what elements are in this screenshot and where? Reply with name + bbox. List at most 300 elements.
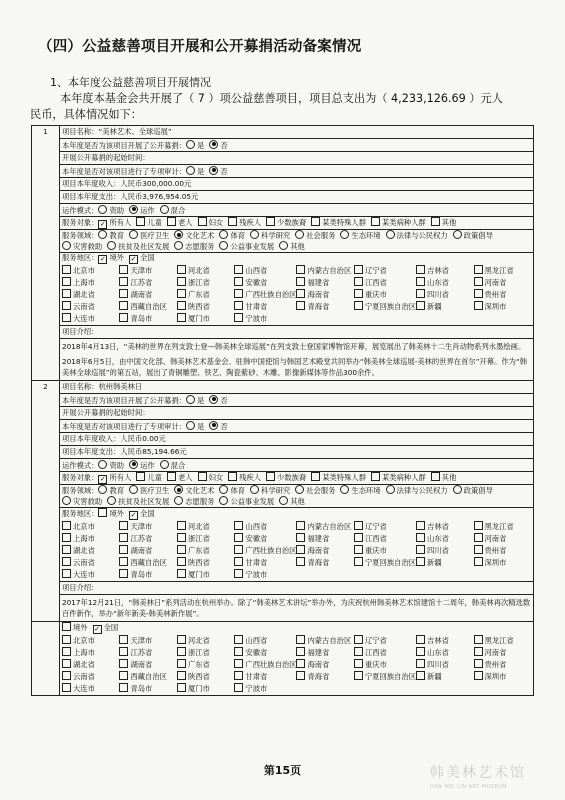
- field-label: 政策倡导: [463, 486, 493, 495]
- checkbox-icon: [177, 533, 186, 542]
- region-option[interactable]: [416, 277, 473, 288]
- project-number: [32, 622, 60, 696]
- checkbox-icon: [62, 313, 71, 322]
- target-option[interactable]: [311, 217, 366, 228]
- checkbox-icon: [474, 521, 483, 530]
- start-date-label: 开展公开募捐的起始时间：: [62, 153, 150, 162]
- scope-label: 境外: [109, 509, 125, 518]
- region-label: 陕西省: [187, 672, 210, 681]
- region-option[interactable]: [354, 301, 416, 312]
- target-option[interactable]: [431, 472, 457, 483]
- region-label: 大连市: [73, 314, 95, 323]
- region-option[interactable]: [119, 521, 176, 532]
- field-option[interactable]: [107, 496, 169, 507]
- region-label: 浙江省: [187, 648, 210, 657]
- targets-label: 服务对象：: [62, 473, 99, 482]
- checkbox-icon: [234, 659, 243, 668]
- target-label: 其他: [441, 218, 457, 227]
- target-option[interactable]: [311, 472, 366, 483]
- region-option[interactable]: [177, 545, 234, 556]
- field-option[interactable]: [174, 230, 214, 241]
- checkbox-icon: [296, 557, 305, 566]
- region-option[interactable]: [119, 313, 176, 324]
- target-option[interactable]: [431, 217, 457, 228]
- form-cell: [60, 485, 534, 508]
- region-option[interactable]: [474, 289, 531, 300]
- region-option[interactable]: [119, 533, 176, 544]
- region-option[interactable]: [354, 647, 416, 658]
- field-option[interactable]: [453, 230, 493, 241]
- field-option[interactable]: [174, 496, 214, 507]
- region-option[interactable]: [354, 671, 416, 682]
- region-option[interactable]: [177, 265, 234, 276]
- region-label: 广西壮族自治区: [245, 290, 297, 299]
- region-label: 河南省: [484, 534, 507, 543]
- region-option[interactable]: [62, 683, 119, 694]
- region-option[interactable]: [234, 659, 296, 670]
- region-option[interactable]: [177, 313, 234, 324]
- form-row: [32, 165, 534, 178]
- field-label: 志愿服务: [185, 242, 215, 251]
- field-option[interactable]: [295, 230, 335, 241]
- region-option[interactable]: [474, 659, 531, 670]
- checkbox-icon: [474, 635, 483, 644]
- region-option[interactable]: [474, 265, 531, 276]
- scope-option[interactable]: [62, 622, 88, 633]
- region-label: 贵州省: [484, 660, 507, 669]
- checkbox-icon: [354, 521, 363, 530]
- region-label: 天津市: [130, 266, 153, 275]
- field-option[interactable]: [129, 230, 169, 241]
- radio-icon: [186, 166, 195, 175]
- region-option[interactable]: [354, 635, 416, 646]
- checkbox-icon: [311, 472, 320, 481]
- form-row: [32, 191, 534, 204]
- mode-label: 运作模式：: [62, 460, 99, 470]
- region-option[interactable]: [119, 635, 176, 646]
- project-intro-paragraph: 2018年4月13日，“美林的世界在列支敦士登—韩美林全球巡展”在列支敦士登国家博物馆开幕，展览展出了韩美林十二生肖动物系列水墨绘画。: [62, 342, 526, 351]
- public-yes-option[interactable]: [186, 395, 204, 406]
- field-label: 医疗卫生: [140, 231, 170, 240]
- checkbox-icon: [474, 533, 483, 542]
- field-option[interactable]: [98, 485, 124, 496]
- project-intro-paragraph: 2018年6月5日，由中国文化部、韩美林艺术基金会、驻韩中国使馆与韩国艺术殿堂共同举办“韩美林全球巡展-美林的世界在首尔”开幕。作为“韩美林全球巡展”的第五站，展出了青铜雕塑、铁艺、陶瓷紫砂、木雕、影像新媒体等作品300余件。: [62, 357, 528, 377]
- region-option[interactable]: [474, 301, 531, 312]
- checkbox-icon: [177, 545, 186, 554]
- region-option[interactable]: [119, 569, 176, 580]
- region-option[interactable]: [62, 569, 119, 580]
- form-cell: [60, 217, 534, 230]
- region-option[interactable]: [62, 313, 119, 324]
- mode-label: 混合: [170, 205, 186, 215]
- field-label: 生态环境: [351, 231, 381, 240]
- radio-icon: [107, 496, 116, 505]
- region-option[interactable]: [119, 277, 176, 288]
- region-option[interactable]: [62, 647, 119, 658]
- region-label: 广东省: [187, 660, 210, 669]
- field-option[interactable]: [279, 241, 305, 252]
- audit-yes-option[interactable]: [186, 166, 204, 177]
- regions-grid: [62, 520, 531, 581]
- audit-no-option[interactable]: [209, 421, 227, 432]
- region-option[interactable]: [234, 635, 296, 646]
- form-cell: [60, 381, 534, 394]
- form-row: [32, 485, 534, 508]
- region-option[interactable]: [296, 265, 353, 276]
- region-option[interactable]: [234, 647, 296, 658]
- region-option[interactable]: [177, 557, 234, 568]
- region-label: 山东省: [427, 534, 449, 543]
- region-option[interactable]: [119, 647, 176, 658]
- field-option[interactable]: [62, 241, 102, 252]
- radio-icon: [386, 230, 395, 239]
- region-option[interactable]: [416, 521, 473, 532]
- region-option[interactable]: [62, 659, 119, 670]
- checkbox-icon: [296, 647, 305, 656]
- field-label: 医疗卫生: [140, 486, 170, 495]
- expense-value: 人民币3,976,954.05元: [120, 192, 199, 201]
- target-option[interactable]: [136, 472, 162, 483]
- region-option[interactable]: [62, 545, 119, 556]
- mode-option[interactable]: [129, 460, 155, 471]
- region-option[interactable]: [119, 659, 176, 670]
- region-option[interactable]: [416, 533, 473, 544]
- region-label: 辽宁省: [364, 266, 387, 275]
- form-cell: [60, 459, 534, 472]
- region-option[interactable]: [177, 533, 234, 544]
- region-option[interactable]: [416, 301, 473, 312]
- region-option[interactable]: [296, 659, 353, 670]
- field-option[interactable]: [295, 485, 335, 496]
- region-option[interactable]: [177, 683, 234, 694]
- field-option[interactable]: [62, 496, 102, 507]
- region-option[interactable]: [354, 265, 416, 276]
- region-option[interactable]: [296, 277, 353, 288]
- checkbox-icon: [62, 647, 71, 656]
- region-option[interactable]: [474, 277, 531, 288]
- region-option[interactable]: [119, 683, 176, 694]
- checkbox-icon: [474, 557, 483, 566]
- checkbox-icon: [266, 217, 275, 226]
- region-label: 重庆市: [364, 290, 387, 299]
- field-label: 社会服务: [306, 486, 336, 495]
- field-option[interactable]: [129, 485, 169, 496]
- region-option[interactable]: [354, 277, 416, 288]
- region-label: 西藏自治区: [130, 558, 167, 567]
- region-option[interactable]: [234, 557, 296, 568]
- target-option[interactable]: [136, 217, 162, 228]
- region-label: 吉林省: [427, 522, 449, 531]
- mode-option[interactable]: [160, 460, 186, 471]
- region-option[interactable]: [234, 265, 296, 276]
- target-option[interactable]: [228, 217, 261, 228]
- checkbox-icon: [198, 217, 207, 226]
- field-option[interactable]: [219, 241, 274, 252]
- form-cell: [60, 191, 534, 204]
- checkbox-icon: [416, 557, 425, 566]
- region-label: 河北省: [187, 636, 210, 645]
- form-row: [32, 178, 534, 191]
- region-label: 广东省: [187, 546, 210, 555]
- field-option[interactable]: [219, 485, 245, 496]
- target-label: 少数族裔: [277, 218, 307, 227]
- radio-icon: [174, 241, 183, 250]
- intro-label: 项目介绍：: [62, 583, 99, 592]
- target-label: 某类特殊人群: [322, 218, 367, 227]
- target-option[interactable]: [198, 472, 224, 483]
- checkbox-icon: [296, 533, 305, 542]
- target-option[interactable]: [167, 472, 193, 483]
- region-option[interactable]: [296, 289, 353, 300]
- stamp-text: 韩美林艺术馆: [430, 765, 526, 781]
- region-label: 大连市: [73, 570, 95, 579]
- region-option[interactable]: [119, 557, 176, 568]
- region-option[interactable]: [234, 671, 296, 682]
- public-no-option[interactable]: [209, 395, 227, 406]
- region-option[interactable]: [177, 277, 234, 288]
- region-label: 山东省: [427, 278, 449, 287]
- radio-icon: [250, 230, 259, 239]
- radio-icon: [453, 230, 462, 239]
- mode-option[interactable]: [160, 205, 186, 216]
- field-option[interactable]: [107, 241, 169, 252]
- mode-label: 混合: [170, 460, 186, 470]
- checkbox-icon: [234, 265, 243, 274]
- region-option[interactable]: [416, 647, 473, 658]
- region-option[interactable]: [62, 557, 119, 568]
- checkbox-icon: [266, 472, 275, 481]
- target-option[interactable]: [371, 472, 426, 483]
- project-name-label: 项目名称：: [62, 382, 99, 391]
- field-option[interactable]: [340, 230, 380, 241]
- target-option[interactable]: [98, 473, 131, 484]
- field-option[interactable]: [219, 230, 245, 241]
- target-option[interactable]: [371, 217, 426, 228]
- public-yes-label: 是: [197, 395, 205, 405]
- radio-icon: [62, 496, 71, 505]
- public-no-option[interactable]: [209, 140, 227, 151]
- field-option[interactable]: [219, 496, 274, 507]
- region-label: 山西省: [245, 266, 268, 275]
- public-fundraising-label: 本年度是否为该项目开展了公开募捐：: [62, 140, 187, 150]
- region-label: 西藏自治区: [130, 672, 167, 681]
- region-option[interactable]: [119, 265, 176, 276]
- region-option[interactable]: [234, 683, 296, 694]
- target-label: 老人: [177, 218, 193, 227]
- region-option[interactable]: [234, 289, 296, 300]
- field-option[interactable]: [453, 485, 493, 496]
- region-option[interactable]: [119, 545, 176, 556]
- field-label: 生态环境: [351, 486, 381, 495]
- region-option[interactable]: [234, 569, 296, 580]
- region-option[interactable]: [177, 301, 234, 312]
- region-option[interactable]: [474, 671, 531, 682]
- region-option[interactable]: [234, 533, 296, 544]
- form-cell: [60, 472, 534, 485]
- target-label: 儿童: [147, 218, 162, 227]
- audit-no-label: 否: [220, 166, 228, 176]
- region-option[interactable]: [354, 289, 416, 300]
- mode-option[interactable]: [98, 205, 124, 216]
- region-option[interactable]: [474, 557, 531, 568]
- region-option[interactable]: [119, 671, 176, 682]
- region-option[interactable]: [119, 301, 176, 312]
- region-option[interactable]: [474, 545, 531, 556]
- scope-option[interactable]: [129, 509, 155, 520]
- region-option[interactable]: [296, 557, 353, 568]
- checkbox-icon: [234, 569, 243, 578]
- field-label: 教育: [109, 231, 125, 240]
- region-option[interactable]: [177, 569, 234, 580]
- region-option[interactable]: [416, 659, 473, 670]
- region-label: 厦门市: [187, 314, 210, 323]
- field-option[interactable]: [250, 230, 290, 241]
- region-option[interactable]: [62, 635, 119, 646]
- field-label: 科学研究: [261, 231, 291, 240]
- region-label: 北京市: [73, 636, 95, 645]
- region-option[interactable]: [416, 557, 473, 568]
- region-option[interactable]: [416, 671, 473, 682]
- audit-yes-option[interactable]: [186, 421, 204, 432]
- form-cell: [60, 253, 534, 326]
- field-option[interactable]: [98, 230, 124, 241]
- target-option[interactable]: [228, 472, 261, 483]
- radio-icon: [174, 230, 183, 239]
- region-label: 河北省: [187, 522, 210, 531]
- checkbox-icon: [416, 671, 425, 680]
- region-option[interactable]: [354, 557, 416, 568]
- region-option[interactable]: [177, 647, 234, 658]
- region-label: 宁波市: [245, 570, 268, 579]
- scope-option[interactable]: [129, 253, 155, 264]
- region-option[interactable]: [177, 659, 234, 670]
- checkbox-icon: [119, 545, 128, 554]
- region-option[interactable]: [296, 647, 353, 658]
- region-option[interactable]: [474, 533, 531, 544]
- region-option[interactable]: [62, 521, 119, 532]
- target-option[interactable]: [266, 472, 306, 483]
- region-label: 贵州省: [484, 546, 507, 555]
- target-option[interactable]: [266, 217, 306, 228]
- checkbox-icon: [474, 659, 483, 668]
- checkbox-icon: [62, 301, 71, 310]
- radio-icon: [98, 485, 107, 494]
- field-option[interactable]: [174, 485, 214, 496]
- field-option[interactable]: [386, 230, 448, 241]
- region-option[interactable]: [416, 545, 473, 556]
- checkbox-icon: [119, 671, 128, 680]
- expense-label: 项目本年度支出：: [62, 447, 121, 456]
- target-label: 某类特殊人群: [322, 473, 367, 482]
- mode-option[interactable]: [98, 460, 124, 471]
- region-option[interactable]: [296, 301, 353, 312]
- field-option[interactable]: [174, 241, 214, 252]
- region-option[interactable]: [234, 301, 296, 312]
- checkbox-icon: [296, 521, 305, 530]
- target-label: 老人: [177, 473, 193, 482]
- project-name-label: 项目名称：: [62, 127, 99, 136]
- region-option[interactable]: [177, 289, 234, 300]
- field-option[interactable]: [279, 496, 305, 507]
- scope-option[interactable]: [93, 623, 119, 634]
- checkbox-icon: [228, 472, 237, 481]
- checkbox-icon: [354, 647, 363, 656]
- region-label: 辽宁省: [364, 636, 387, 645]
- region-option[interactable]: [62, 289, 119, 300]
- form-cell: [60, 152, 534, 165]
- region-option[interactable]: [62, 533, 119, 544]
- region-option[interactable]: [119, 289, 176, 300]
- target-option[interactable]: [198, 217, 224, 228]
- region-option[interactable]: [234, 277, 296, 288]
- scope-option[interactable]: [98, 508, 124, 519]
- region-option[interactable]: [416, 265, 473, 276]
- region-option[interactable]: [354, 545, 416, 556]
- region-option[interactable]: [296, 545, 353, 556]
- scope-option[interactable]: [98, 253, 124, 264]
- audit-no-option[interactable]: [209, 166, 227, 177]
- region-option[interactable]: [474, 647, 531, 658]
- income-label: 项目本年度收入：: [62, 434, 121, 443]
- region-option[interactable]: [354, 521, 416, 532]
- checkbox-icon: [98, 255, 107, 264]
- stamp-subtext: HAN MEI LIN ART MUSEUM: [430, 784, 508, 790]
- region-label: 宁夏回族自治区: [364, 558, 417, 567]
- region-option[interactable]: [296, 671, 353, 682]
- region-option[interactable]: [354, 659, 416, 670]
- region-option[interactable]: [234, 521, 296, 532]
- region-option[interactable]: [474, 635, 531, 646]
- region-option[interactable]: [296, 521, 353, 532]
- mode-option[interactable]: [129, 205, 155, 216]
- region-label: 浙江省: [187, 534, 210, 543]
- region-option[interactable]: [474, 521, 531, 532]
- region-option[interactable]: [177, 635, 234, 646]
- project-intro-paragraph: 2017年12月21日，“韩美林日”系列活动在杭州举办。除了“韩美林艺术讲坛”举办外，为庆祝杭州韩美林艺术馆建馆十二周年，韩美林再次精选数百件新作，举办“新年新美-韩美林新作展”。: [62, 598, 531, 618]
- checkbox-icon: [296, 671, 305, 680]
- public-yes-option[interactable]: [186, 140, 204, 151]
- field-option[interactable]: [250, 485, 290, 496]
- form-cell: [60, 622, 534, 696]
- region-option[interactable]: [177, 671, 234, 682]
- region-option[interactable]: [354, 533, 416, 544]
- region-option[interactable]: [62, 671, 119, 682]
- region-label: 新疆: [427, 558, 442, 567]
- region-option[interactable]: [234, 545, 296, 556]
- region-option[interactable]: [62, 301, 119, 312]
- region-label: 吉林省: [427, 266, 449, 275]
- region-option[interactable]: [296, 635, 353, 646]
- checkbox-icon: [234, 301, 243, 310]
- checkbox-icon: [119, 533, 128, 542]
- region-option[interactable]: [416, 635, 473, 646]
- income-label: 项目本年度收入：: [62, 179, 121, 188]
- field-label: 文化艺术: [185, 231, 215, 240]
- field-option[interactable]: [340, 485, 380, 496]
- region-option[interactable]: [62, 277, 119, 288]
- field-option[interactable]: [386, 485, 448, 496]
- region-option[interactable]: [296, 533, 353, 544]
- region-option[interactable]: [234, 313, 296, 324]
- checkbox-icon: [136, 472, 145, 481]
- target-option[interactable]: [98, 218, 131, 229]
- region-option[interactable]: [416, 289, 473, 300]
- region-option[interactable]: [177, 521, 234, 532]
- project-number: 1: [32, 126, 60, 381]
- target-option[interactable]: [167, 217, 193, 228]
- subsection-title: 1、本年度公益慈善项目开展情况: [50, 76, 211, 89]
- region-option[interactable]: [62, 265, 119, 276]
